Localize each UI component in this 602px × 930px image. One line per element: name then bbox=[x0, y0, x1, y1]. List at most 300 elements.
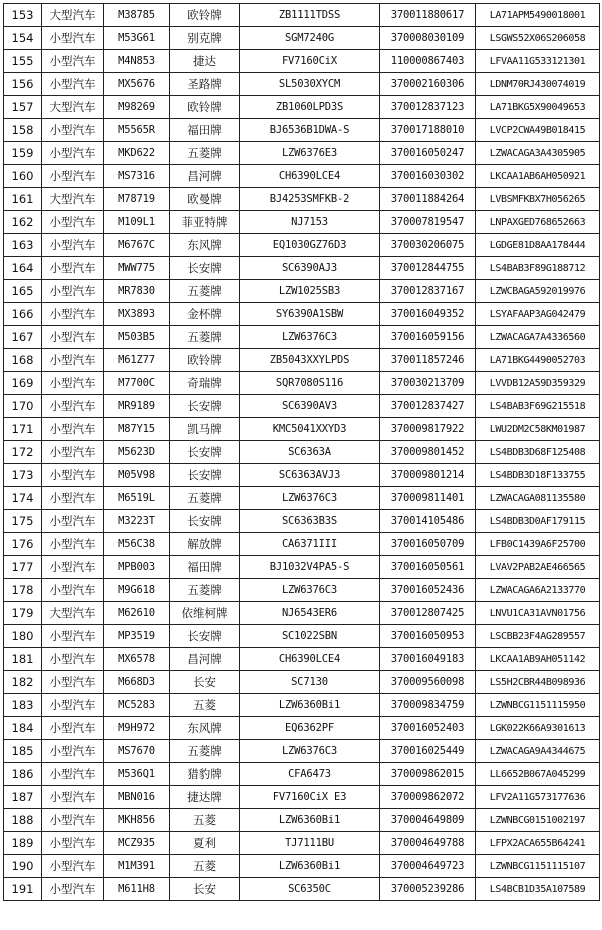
registration-code-cell: 370009862072 bbox=[380, 786, 476, 809]
brand-cell: 昌河牌 bbox=[170, 165, 240, 188]
brand-cell: 夏利 bbox=[170, 832, 240, 855]
row-number-cell: 182 bbox=[4, 671, 42, 694]
table-row bbox=[4, 740, 600, 763]
model-cell: CH6390LCE4 bbox=[240, 165, 380, 188]
model-cell: EQ1030GZ76D3 bbox=[240, 234, 380, 257]
vin-cell: LGK022K66A9301613 bbox=[476, 717, 600, 740]
brand-cell: 奇瑞牌 bbox=[170, 372, 240, 395]
vin-cell: LZWNBCG0151002197 bbox=[476, 809, 600, 832]
brand-cell: 凯马牌 bbox=[170, 418, 240, 441]
vin-cell: LVCP2CWA49B018415 bbox=[476, 119, 600, 142]
table-row bbox=[4, 625, 600, 648]
table-row bbox=[4, 326, 600, 349]
table-row bbox=[4, 671, 600, 694]
registration-code-cell: 370016050247 bbox=[380, 142, 476, 165]
table-row bbox=[4, 832, 600, 855]
vin-cell: LL6652B067A045299 bbox=[476, 763, 600, 786]
brand-cell: 长安牌 bbox=[170, 510, 240, 533]
registration-code-cell: 370016052403 bbox=[380, 717, 476, 740]
vehicle-type-cell: 小型汽车 bbox=[42, 372, 104, 395]
brand-cell: 欧铃牌 bbox=[170, 96, 240, 119]
brand-cell: 五菱牌 bbox=[170, 579, 240, 602]
registration-code-cell: 370011857246 bbox=[380, 349, 476, 372]
brand-cell: 东风牌 bbox=[170, 717, 240, 740]
brand-cell: 五菱牌 bbox=[170, 487, 240, 510]
row-number-cell: 156 bbox=[4, 73, 42, 96]
plate-number-cell: MS7316 bbox=[104, 165, 170, 188]
plate-number-cell: M87Y15 bbox=[104, 418, 170, 441]
table-row bbox=[4, 418, 600, 441]
plate-number-cell: MC5283 bbox=[104, 694, 170, 717]
vehicle-table bbox=[3, 3, 600, 901]
vehicle-type-cell: 小型汽车 bbox=[42, 740, 104, 763]
vehicle-table-body bbox=[4, 4, 600, 901]
table-row bbox=[4, 510, 600, 533]
row-number-cell: 173 bbox=[4, 464, 42, 487]
model-cell: BJ1032V4PA5-S bbox=[240, 556, 380, 579]
table-row bbox=[4, 188, 600, 211]
registration-code-cell: 370016050953 bbox=[380, 625, 476, 648]
plate-number-cell: MX3893 bbox=[104, 303, 170, 326]
brand-cell: 福田牌 bbox=[170, 556, 240, 579]
model-cell: SY6390A1SBW bbox=[240, 303, 380, 326]
vehicle-type-cell: 小型汽车 bbox=[42, 763, 104, 786]
model-cell: SC1022SBN bbox=[240, 625, 380, 648]
model-cell: SC6363B3S bbox=[240, 510, 380, 533]
brand-cell: 捷达牌 bbox=[170, 786, 240, 809]
row-number-cell: 181 bbox=[4, 648, 42, 671]
row-number-cell: 157 bbox=[4, 96, 42, 119]
table-row bbox=[4, 303, 600, 326]
brand-cell: 五菱牌 bbox=[170, 142, 240, 165]
table-row bbox=[4, 556, 600, 579]
table-row bbox=[4, 855, 600, 878]
brand-cell: 金杯牌 bbox=[170, 303, 240, 326]
registration-code-cell: 370011880617 bbox=[380, 4, 476, 27]
row-number-cell: 177 bbox=[4, 556, 42, 579]
row-number-cell: 165 bbox=[4, 280, 42, 303]
row-number-cell: 160 bbox=[4, 165, 42, 188]
vin-cell: LGDGE81D8AA178444 bbox=[476, 234, 600, 257]
registration-code-cell: 370009801214 bbox=[380, 464, 476, 487]
model-cell: TJ7111BU bbox=[240, 832, 380, 855]
registration-code-cell: 370016050561 bbox=[380, 556, 476, 579]
vehicle-type-cell: 小型汽车 bbox=[42, 533, 104, 556]
registration-code-cell: 370016052436 bbox=[380, 579, 476, 602]
vin-cell: LDNM70RJ430074019 bbox=[476, 73, 600, 96]
model-cell: LZW1025SB3 bbox=[240, 280, 380, 303]
vin-cell: LS4BDB3D0AF179115 bbox=[476, 510, 600, 533]
vin-cell: LFV2A11G573177636 bbox=[476, 786, 600, 809]
table-row bbox=[4, 878, 600, 901]
vehicle-type-cell: 小型汽车 bbox=[42, 165, 104, 188]
plate-number-cell: M611H8 bbox=[104, 878, 170, 901]
table-row bbox=[4, 257, 600, 280]
vin-cell: LKCAA1AB9AH051142 bbox=[476, 648, 600, 671]
row-number-cell: 186 bbox=[4, 763, 42, 786]
vin-cell: LS4BDB3D68F125408 bbox=[476, 441, 600, 464]
registration-code-cell: 370009560098 bbox=[380, 671, 476, 694]
vin-cell: LSCBB23F4AG289557 bbox=[476, 625, 600, 648]
table-row bbox=[4, 234, 600, 257]
plate-number-cell: M56C38 bbox=[104, 533, 170, 556]
vin-cell: LFB0C1439A6F25700 bbox=[476, 533, 600, 556]
model-cell: KMC5041XXYD3 bbox=[240, 418, 380, 441]
table-row bbox=[4, 119, 600, 142]
vin-cell: LA71BKG4490052703 bbox=[476, 349, 600, 372]
registration-code-cell: 370009801452 bbox=[380, 441, 476, 464]
vehicle-type-cell: 小型汽车 bbox=[42, 855, 104, 878]
row-number-cell: 169 bbox=[4, 372, 42, 395]
plate-number-cell: M9H972 bbox=[104, 717, 170, 740]
brand-cell: 解放牌 bbox=[170, 533, 240, 556]
vehicle-type-cell: 小型汽车 bbox=[42, 809, 104, 832]
registration-code-cell: 370016049352 bbox=[380, 303, 476, 326]
table-row bbox=[4, 533, 600, 556]
row-number-cell: 180 bbox=[4, 625, 42, 648]
table-row bbox=[4, 809, 600, 832]
row-number-cell: 154 bbox=[4, 27, 42, 50]
model-cell: EQ6362PF bbox=[240, 717, 380, 740]
registration-code-cell: 370009811401 bbox=[380, 487, 476, 510]
plate-number-cell: M9G618 bbox=[104, 579, 170, 602]
row-number-cell: 183 bbox=[4, 694, 42, 717]
brand-cell: 五菱牌 bbox=[170, 326, 240, 349]
model-cell: ZB1060LPD3S bbox=[240, 96, 380, 119]
plate-number-cell: M668D3 bbox=[104, 671, 170, 694]
vin-cell: LSGWS52X06S206058 bbox=[476, 27, 600, 50]
row-number-cell: 191 bbox=[4, 878, 42, 901]
plate-number-cell: M5565R bbox=[104, 119, 170, 142]
row-number-cell: 184 bbox=[4, 717, 42, 740]
plate-number-cell: M6519L bbox=[104, 487, 170, 510]
brand-cell: 五菱牌 bbox=[170, 280, 240, 303]
model-cell: BJ6536B1DWA-S bbox=[240, 119, 380, 142]
plate-number-cell: M4N853 bbox=[104, 50, 170, 73]
table-row bbox=[4, 395, 600, 418]
brand-cell: 依维柯牌 bbox=[170, 602, 240, 625]
vehicle-type-cell: 大型汽车 bbox=[42, 96, 104, 119]
vehicle-type-cell: 小型汽车 bbox=[42, 142, 104, 165]
vehicle-type-cell: 小型汽车 bbox=[42, 418, 104, 441]
vehicle-type-cell: 小型汽车 bbox=[42, 27, 104, 50]
vehicle-type-cell: 小型汽车 bbox=[42, 648, 104, 671]
row-number-cell: 167 bbox=[4, 326, 42, 349]
plate-number-cell: MCZ935 bbox=[104, 832, 170, 855]
table-row bbox=[4, 50, 600, 73]
vehicle-type-cell: 小型汽车 bbox=[42, 579, 104, 602]
plate-number-cell: MKD622 bbox=[104, 142, 170, 165]
model-cell: NJ6543ER6 bbox=[240, 602, 380, 625]
brand-cell: 长安 bbox=[170, 878, 240, 901]
registration-code-cell: 110000867403 bbox=[380, 50, 476, 73]
table-row bbox=[4, 165, 600, 188]
registration-code-cell: 370014105486 bbox=[380, 510, 476, 533]
plate-number-cell: M109L1 bbox=[104, 211, 170, 234]
row-number-cell: 188 bbox=[4, 809, 42, 832]
row-number-cell: 187 bbox=[4, 786, 42, 809]
model-cell: LZW6376C3 bbox=[240, 579, 380, 602]
table-row bbox=[4, 441, 600, 464]
row-number-cell: 168 bbox=[4, 349, 42, 372]
model-cell: SC6390AV3 bbox=[240, 395, 380, 418]
plate-number-cell: M3223T bbox=[104, 510, 170, 533]
plate-number-cell: MS7670 bbox=[104, 740, 170, 763]
vin-cell: LSYAFAAP3AG042479 bbox=[476, 303, 600, 326]
vehicle-type-cell: 小型汽车 bbox=[42, 349, 104, 372]
row-number-cell: 153 bbox=[4, 4, 42, 27]
registration-code-cell: 370002160306 bbox=[380, 73, 476, 96]
model-cell: LZW6376C3 bbox=[240, 487, 380, 510]
vin-cell: LFPX2ACA655B64241 bbox=[476, 832, 600, 855]
row-number-cell: 178 bbox=[4, 579, 42, 602]
vehicle-type-cell: 大型汽车 bbox=[42, 188, 104, 211]
model-cell: SL5030XYCM bbox=[240, 73, 380, 96]
model-cell: LZW6360Bi1 bbox=[240, 855, 380, 878]
plate-number-cell: MR7830 bbox=[104, 280, 170, 303]
registration-code-cell: 370012837427 bbox=[380, 395, 476, 418]
plate-number-cell: M536Q1 bbox=[104, 763, 170, 786]
vehicle-type-cell: 小型汽车 bbox=[42, 211, 104, 234]
vin-cell: LZWACAGA6A2133770 bbox=[476, 579, 600, 602]
table-row bbox=[4, 4, 600, 27]
brand-cell: 欧铃牌 bbox=[170, 349, 240, 372]
plate-number-cell: M61Z77 bbox=[104, 349, 170, 372]
brand-cell: 长安 bbox=[170, 671, 240, 694]
model-cell: SGM7240G bbox=[240, 27, 380, 50]
plate-number-cell: M6767C bbox=[104, 234, 170, 257]
vin-cell: LZWNBCG1151115107 bbox=[476, 855, 600, 878]
model-cell: ZB1111TDSS bbox=[240, 4, 380, 27]
plate-number-cell: M1M391 bbox=[104, 855, 170, 878]
vin-cell: LNVU1CA31AVN01756 bbox=[476, 602, 600, 625]
brand-cell: 长安牌 bbox=[170, 441, 240, 464]
row-number-cell: 176 bbox=[4, 533, 42, 556]
vehicle-type-cell: 小型汽车 bbox=[42, 625, 104, 648]
vin-cell: LS4BDB3D18F133755 bbox=[476, 464, 600, 487]
model-cell: CA6371III bbox=[240, 533, 380, 556]
row-number-cell: 174 bbox=[4, 487, 42, 510]
vehicle-type-cell: 小型汽车 bbox=[42, 717, 104, 740]
registration-code-cell: 370012837123 bbox=[380, 96, 476, 119]
registration-code-cell: 370012837167 bbox=[380, 280, 476, 303]
vin-cell: LZWACAGA081135580 bbox=[476, 487, 600, 510]
table-row bbox=[4, 211, 600, 234]
model-cell: SQR7080S116 bbox=[240, 372, 380, 395]
vehicle-type-cell: 小型汽车 bbox=[42, 50, 104, 73]
brand-cell: 猎豹牌 bbox=[170, 763, 240, 786]
registration-code-cell: 370009817922 bbox=[380, 418, 476, 441]
vin-cell: LZWACAGA7A4336560 bbox=[476, 326, 600, 349]
vehicle-type-cell: 小型汽车 bbox=[42, 878, 104, 901]
table-row bbox=[4, 786, 600, 809]
table-row bbox=[4, 602, 600, 625]
vehicle-type-cell: 小型汽车 bbox=[42, 464, 104, 487]
brand-cell: 别克牌 bbox=[170, 27, 240, 50]
table-row bbox=[4, 694, 600, 717]
model-cell: CFA6473 bbox=[240, 763, 380, 786]
brand-cell: 五菱牌 bbox=[170, 740, 240, 763]
table-row bbox=[4, 142, 600, 165]
registration-code-cell: 370030213709 bbox=[380, 372, 476, 395]
vin-cell: LZWNBCG1151115950 bbox=[476, 694, 600, 717]
model-cell: NJ7153 bbox=[240, 211, 380, 234]
vehicle-type-cell: 小型汽车 bbox=[42, 671, 104, 694]
registration-code-cell: 370016025449 bbox=[380, 740, 476, 763]
plate-number-cell: MX5676 bbox=[104, 73, 170, 96]
table-row bbox=[4, 73, 600, 96]
vin-cell: LKCAA1AB6AH050921 bbox=[476, 165, 600, 188]
vehicle-type-cell: 小型汽车 bbox=[42, 119, 104, 142]
vin-cell: LFVAA11G533121301 bbox=[476, 50, 600, 73]
plate-number-cell: MKH856 bbox=[104, 809, 170, 832]
model-cell: FV7160CiX E3 bbox=[240, 786, 380, 809]
registration-code-cell: 370016049183 bbox=[380, 648, 476, 671]
vin-cell: LS4BCB1D35A107589 bbox=[476, 878, 600, 901]
vin-cell: LZWACAGA3A4305905 bbox=[476, 142, 600, 165]
model-cell: LZW6360Bi1 bbox=[240, 809, 380, 832]
registration-code-cell: 370011884264 bbox=[380, 188, 476, 211]
plate-number-cell: MBN016 bbox=[104, 786, 170, 809]
registration-code-cell: 370008030109 bbox=[380, 27, 476, 50]
brand-cell: 昌河牌 bbox=[170, 648, 240, 671]
vehicle-type-cell: 小型汽车 bbox=[42, 73, 104, 96]
plate-number-cell: M62610 bbox=[104, 602, 170, 625]
plate-number-cell: MPB003 bbox=[104, 556, 170, 579]
vehicle-type-cell: 大型汽车 bbox=[42, 4, 104, 27]
row-number-cell: 164 bbox=[4, 257, 42, 280]
vehicle-type-cell: 小型汽车 bbox=[42, 487, 104, 510]
brand-cell: 长安牌 bbox=[170, 257, 240, 280]
row-number-cell: 163 bbox=[4, 234, 42, 257]
model-cell: LZW6360Bi1 bbox=[240, 694, 380, 717]
vehicle-type-cell: 小型汽车 bbox=[42, 280, 104, 303]
vin-cell: LA71APM5490018001 bbox=[476, 4, 600, 27]
vehicle-type-cell: 小型汽车 bbox=[42, 832, 104, 855]
plate-number-cell: MX6578 bbox=[104, 648, 170, 671]
vehicle-type-cell: 大型汽车 bbox=[42, 602, 104, 625]
model-cell: SC6350C bbox=[240, 878, 380, 901]
table-row bbox=[4, 717, 600, 740]
vin-cell: LA71BKG5X90049653 bbox=[476, 96, 600, 119]
vin-cell: LVBSMFKBX7H056265 bbox=[476, 188, 600, 211]
registration-code-cell: 370016030302 bbox=[380, 165, 476, 188]
model-cell: FV7160CiX bbox=[240, 50, 380, 73]
vehicle-type-cell: 小型汽车 bbox=[42, 786, 104, 809]
vin-cell: LS4BAB3F69G215518 bbox=[476, 395, 600, 418]
registration-code-cell: 370009862015 bbox=[380, 763, 476, 786]
vehicle-type-cell: 小型汽车 bbox=[42, 326, 104, 349]
vin-cell: LVAV2PAB2AE466565 bbox=[476, 556, 600, 579]
registration-code-cell: 370016050709 bbox=[380, 533, 476, 556]
row-number-cell: 162 bbox=[4, 211, 42, 234]
registration-code-cell: 370004649809 bbox=[380, 809, 476, 832]
row-number-cell: 161 bbox=[4, 188, 42, 211]
model-cell: LZW6376E3 bbox=[240, 142, 380, 165]
row-number-cell: 158 bbox=[4, 119, 42, 142]
table-row bbox=[4, 464, 600, 487]
row-number-cell: 159 bbox=[4, 142, 42, 165]
vehicle-type-cell: 小型汽车 bbox=[42, 257, 104, 280]
registration-code-cell: 370016059156 bbox=[380, 326, 476, 349]
plate-number-cell: M7700C bbox=[104, 372, 170, 395]
table-row bbox=[4, 648, 600, 671]
vin-cell: LZWCBAGA592019976 bbox=[476, 280, 600, 303]
vehicle-type-cell: 小型汽车 bbox=[42, 441, 104, 464]
plate-number-cell: M503B5 bbox=[104, 326, 170, 349]
model-cell: CH6390LCE4 bbox=[240, 648, 380, 671]
plate-number-cell: M98269 bbox=[104, 96, 170, 119]
brand-cell: 菲亚特牌 bbox=[170, 211, 240, 234]
table-row bbox=[4, 27, 600, 50]
brand-cell: 圣路牌 bbox=[170, 73, 240, 96]
registration-code-cell: 370012844755 bbox=[380, 257, 476, 280]
model-cell: BJ4253SMFKB-2 bbox=[240, 188, 380, 211]
table-row bbox=[4, 280, 600, 303]
registration-code-cell: 370004649788 bbox=[380, 832, 476, 855]
model-cell: LZW6376C3 bbox=[240, 740, 380, 763]
registration-code-cell: 370004649723 bbox=[380, 855, 476, 878]
plate-number-cell: MWW775 bbox=[104, 257, 170, 280]
vin-cell: LNPAXGED768652663 bbox=[476, 211, 600, 234]
vin-cell: LS5H2CBR44B098936 bbox=[476, 671, 600, 694]
vin-cell: LZWACAGA9A4344675 bbox=[476, 740, 600, 763]
vin-cell: LS4BAB3F89G188712 bbox=[476, 257, 600, 280]
row-number-cell: 179 bbox=[4, 602, 42, 625]
model-cell: ZB5043XXYLPDS bbox=[240, 349, 380, 372]
brand-cell: 长安牌 bbox=[170, 395, 240, 418]
vehicle-type-cell: 小型汽车 bbox=[42, 303, 104, 326]
vin-cell: LWU2DM2C58KM01987 bbox=[476, 418, 600, 441]
vehicle-type-cell: 小型汽车 bbox=[42, 510, 104, 533]
table-row bbox=[4, 372, 600, 395]
row-number-cell: 172 bbox=[4, 441, 42, 464]
plate-number-cell: M78719 bbox=[104, 188, 170, 211]
plate-number-cell: M05V98 bbox=[104, 464, 170, 487]
row-number-cell: 190 bbox=[4, 855, 42, 878]
vehicle-type-cell: 小型汽车 bbox=[42, 234, 104, 257]
brand-cell: 五菱 bbox=[170, 855, 240, 878]
registration-code-cell: 370017188010 bbox=[380, 119, 476, 142]
model-cell: SC6363AVJ3 bbox=[240, 464, 380, 487]
row-number-cell: 166 bbox=[4, 303, 42, 326]
model-cell: LZW6376C3 bbox=[240, 326, 380, 349]
table-row bbox=[4, 96, 600, 119]
row-number-cell: 171 bbox=[4, 418, 42, 441]
plate-number-cell: M38785 bbox=[104, 4, 170, 27]
model-cell: SC6363A bbox=[240, 441, 380, 464]
vehicle-type-cell: 小型汽车 bbox=[42, 556, 104, 579]
brand-cell: 东风牌 bbox=[170, 234, 240, 257]
vin-cell: LVVDB12A59D359329 bbox=[476, 372, 600, 395]
registration-code-cell: 370007819547 bbox=[380, 211, 476, 234]
plate-number-cell: MP3519 bbox=[104, 625, 170, 648]
row-number-cell: 175 bbox=[4, 510, 42, 533]
registration-code-cell: 370012807425 bbox=[380, 602, 476, 625]
brand-cell: 五菱 bbox=[170, 694, 240, 717]
brand-cell: 长安牌 bbox=[170, 464, 240, 487]
plate-number-cell: M53G61 bbox=[104, 27, 170, 50]
plate-number-cell: MR9189 bbox=[104, 395, 170, 418]
row-number-cell: 155 bbox=[4, 50, 42, 73]
brand-cell: 长安牌 bbox=[170, 625, 240, 648]
row-number-cell: 189 bbox=[4, 832, 42, 855]
plate-number-cell: M5623D bbox=[104, 441, 170, 464]
vehicle-type-cell: 小型汽车 bbox=[42, 395, 104, 418]
brand-cell: 捷达 bbox=[170, 50, 240, 73]
row-number-cell: 170 bbox=[4, 395, 42, 418]
brand-cell: 欧曼牌 bbox=[170, 188, 240, 211]
